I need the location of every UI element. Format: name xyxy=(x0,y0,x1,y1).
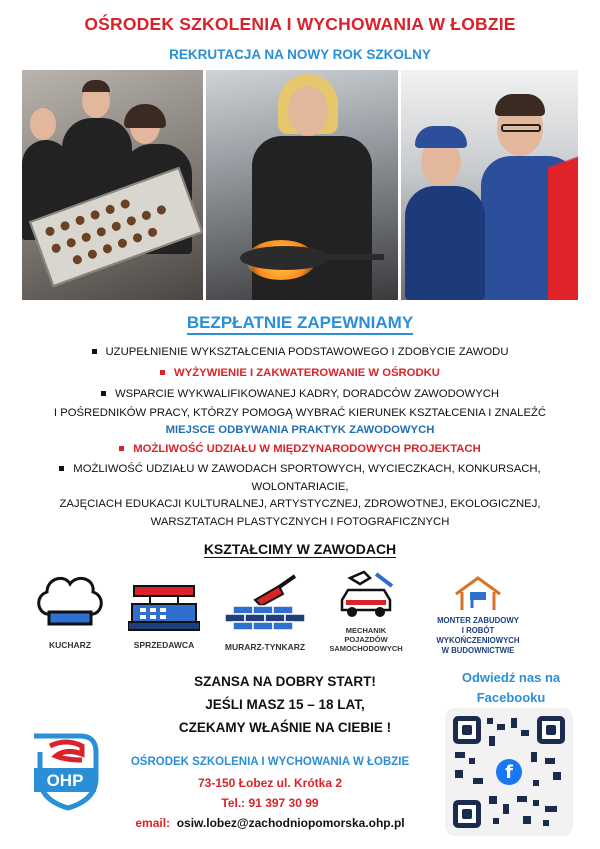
provide-heading: BEZPŁATNIE ZAPEWNIAMY xyxy=(0,313,600,333)
profession-label: KUCHARZ xyxy=(48,640,92,650)
slogan-line-1: SZANSA NA DOBRY START! xyxy=(194,674,376,689)
profession-cook xyxy=(30,574,110,654)
provide-item-internship: MIEJSCE ODBYWANIA PRAKTYK ZAWODOWYCH xyxy=(165,424,435,436)
house-tools-icon xyxy=(452,574,504,612)
profession-mechanic xyxy=(318,570,414,660)
profession-label: MECHANIK POJAZDÓW SAMOCHODOWYCH xyxy=(329,626,403,653)
provide-item-workshops: WARSZTATACH PLASTYCZNYCH I FOTOGRAFICZNYCH xyxy=(150,516,450,528)
professions-heading: KSZTAŁCIMY W ZAWODACH xyxy=(203,541,397,557)
provide-item-projects: MOŻLIWOŚĆ UDZIAŁU W MIĘDZYNARODOWYCH PROJEKTACH xyxy=(0,442,600,456)
profession-label: MURARZ-TYNKARZ xyxy=(224,642,306,652)
svg-text:OHP: OHP xyxy=(46,771,84,790)
chef-hat-icon xyxy=(35,574,105,626)
page-title: OŚRODEK SZKOLENIA I WYCHOWANIA W ŁOBZIE xyxy=(84,14,516,34)
contact-name: OŚRODEK SZKOLENIA I WYCHOWANIA W ŁOBZIE xyxy=(130,756,410,768)
bullet-icon xyxy=(160,370,165,375)
brick-wall-trowel-icon xyxy=(225,572,305,634)
provide-item-support-cont: I POŚREDNIKÓW PRACY, KTÓRZY POMOGĄ WYBRAĆ KIERUNEK KSZTAŁCENIA I ZNALEŹĆ xyxy=(53,407,547,419)
bullet-icon xyxy=(119,446,124,451)
provide-item-classes: ZAJĘCIACH EDUKACJI KULTURALNEJ, ARTYSTYCZNEJ, ZDROWOTNEJ, EKOLOGICZNEJ, xyxy=(59,498,541,510)
page-subtitle: REKRUTACJA NA NOWY ROK SZKOLNY xyxy=(169,47,431,62)
facebook-qr-code[interactable] xyxy=(445,708,573,836)
provide-item-education: UZUPEŁNIENIE WYKSZTAŁCENIA PODSTAWOWEGO I ZDOBYCIE ZAWODU xyxy=(0,345,600,359)
cash-register-icon xyxy=(128,584,200,632)
contact-email: email: osiw.lobez@zachodniopomorska.ohp.pl xyxy=(135,816,405,830)
provide-item-activities: MOŻLIWOŚĆ UDZIAŁU W ZAWODACH SPORTOWYCH, WYCIECZKACH, KONKURSACH, xyxy=(0,462,600,476)
provide-item-food-housing: WYŻYWIENIE I ZAKWATEROWANIE W OŚRODKU xyxy=(0,366,600,380)
bullet-icon xyxy=(92,349,97,354)
bullet-icon xyxy=(59,466,64,471)
email-link[interactable]: osiw.lobez@zachodniopomorska.ohp.pl xyxy=(176,816,405,830)
photo-bakery-students xyxy=(22,70,203,300)
photo-collage xyxy=(22,70,578,300)
ohp-logo xyxy=(26,730,108,812)
car-wrench-icon xyxy=(336,570,396,622)
slogan-line-3: CZEKAMY WŁAŚNIE NA CIEBIE ! xyxy=(178,720,392,735)
contact-phone: Tel.: 91 397 30 99 xyxy=(221,796,319,810)
contact-address: 73-150 Łobez ul. Krótka 2 xyxy=(197,776,343,790)
profession-seller xyxy=(122,584,206,654)
profession-bricklayer xyxy=(218,572,312,654)
slogan-line-2: JEŚLI MASZ 15 – 18 LAT, xyxy=(205,697,365,712)
facebook-cta-line-2: Facebooku xyxy=(476,690,546,705)
facebook-icon: f xyxy=(496,759,522,785)
provide-item-support: WSPARCIE WYKWALIFIKOWANEJ KADRY, DORADCÓW ZAWODOWYCH xyxy=(0,387,600,401)
photo-chef-cooking xyxy=(206,70,398,300)
decorative-red-stripe xyxy=(548,70,578,300)
profession-label: SPRZEDAWCA xyxy=(133,640,195,650)
facebook-cta-line-1: Odwiedź nas na xyxy=(461,670,561,685)
profession-label: MONTER ZABUDOWY I ROBÓT WYKOŃCZENIOWYCH W BUDOWNICTWIE xyxy=(436,616,520,655)
bullet-icon xyxy=(101,391,106,396)
profession-finishing-builder xyxy=(430,574,526,664)
provide-item-volunteering: WOLONTARIACIE, xyxy=(251,481,349,493)
